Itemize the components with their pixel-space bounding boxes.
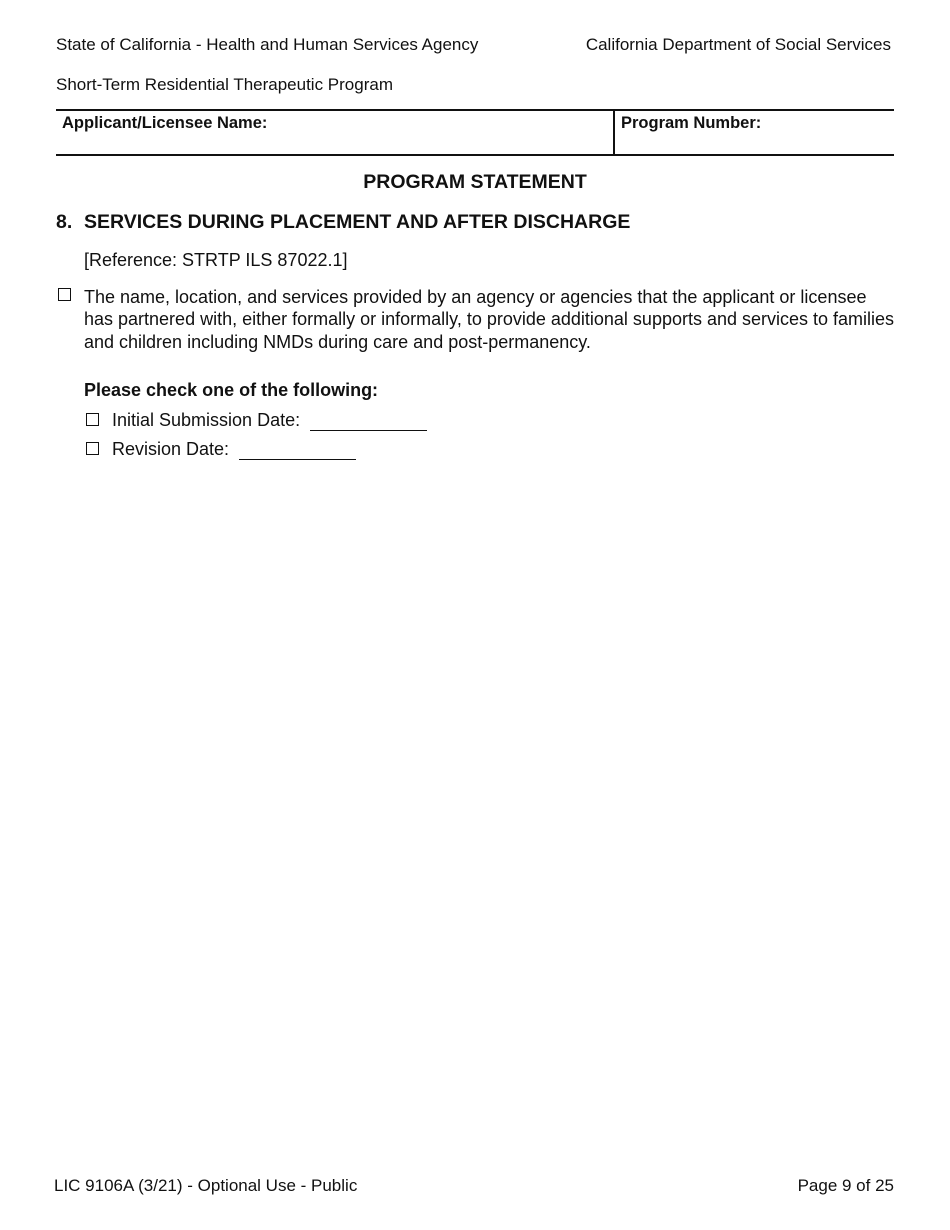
applicant-name-label: Applicant/Licensee Name: [62,114,268,132]
initial-submission-date-field[interactable] [310,413,427,431]
section-title: SERVICES DURING PLACEMENT AND AFTER DISCHARGE [84,211,631,233]
department-header: California Department of Social Services [585,35,891,54]
applicant-name-field[interactable] [56,111,615,154]
section-statement: The name, location, and services provided by an agency or agencies that the applicant or licensee has partnered with, either formally or informally, to provide additional supports and services to families and children including NMDs during care and post-permanency. [84,287,895,352]
submission-heading: Please check one of the following: [84,380,379,400]
initial-submission-label: Initial Submission Date: [112,410,301,430]
initial-submission-checkbox[interactable] [86,413,99,426]
statement-checkbox[interactable] [58,288,71,301]
section-number: 8. [56,211,73,233]
revision-checkbox[interactable] [86,442,99,455]
revision-option [112,439,356,460]
program-number-field[interactable] [615,111,894,154]
agency-header: State of California - Health and Human Services Agency [56,35,479,54]
document-title: PROGRAM STATEMENT [363,171,587,193]
revision-label: Revision Date: [112,439,230,459]
program-number-label: Program Number: [621,114,762,132]
applicant-info-box [56,109,894,156]
program-header: Short-Term Residential Therapeutic Program [56,75,393,94]
section-reference: [Reference: STRTP ILS 87022.1] [84,250,348,270]
page-number-footer: Page 9 of 25 [797,1176,894,1195]
initial-submission-option [112,410,427,431]
revision-date-field[interactable] [239,442,356,460]
form-id-footer: LIC 9106A (3/21) - Optional Use - Public [54,1176,358,1195]
